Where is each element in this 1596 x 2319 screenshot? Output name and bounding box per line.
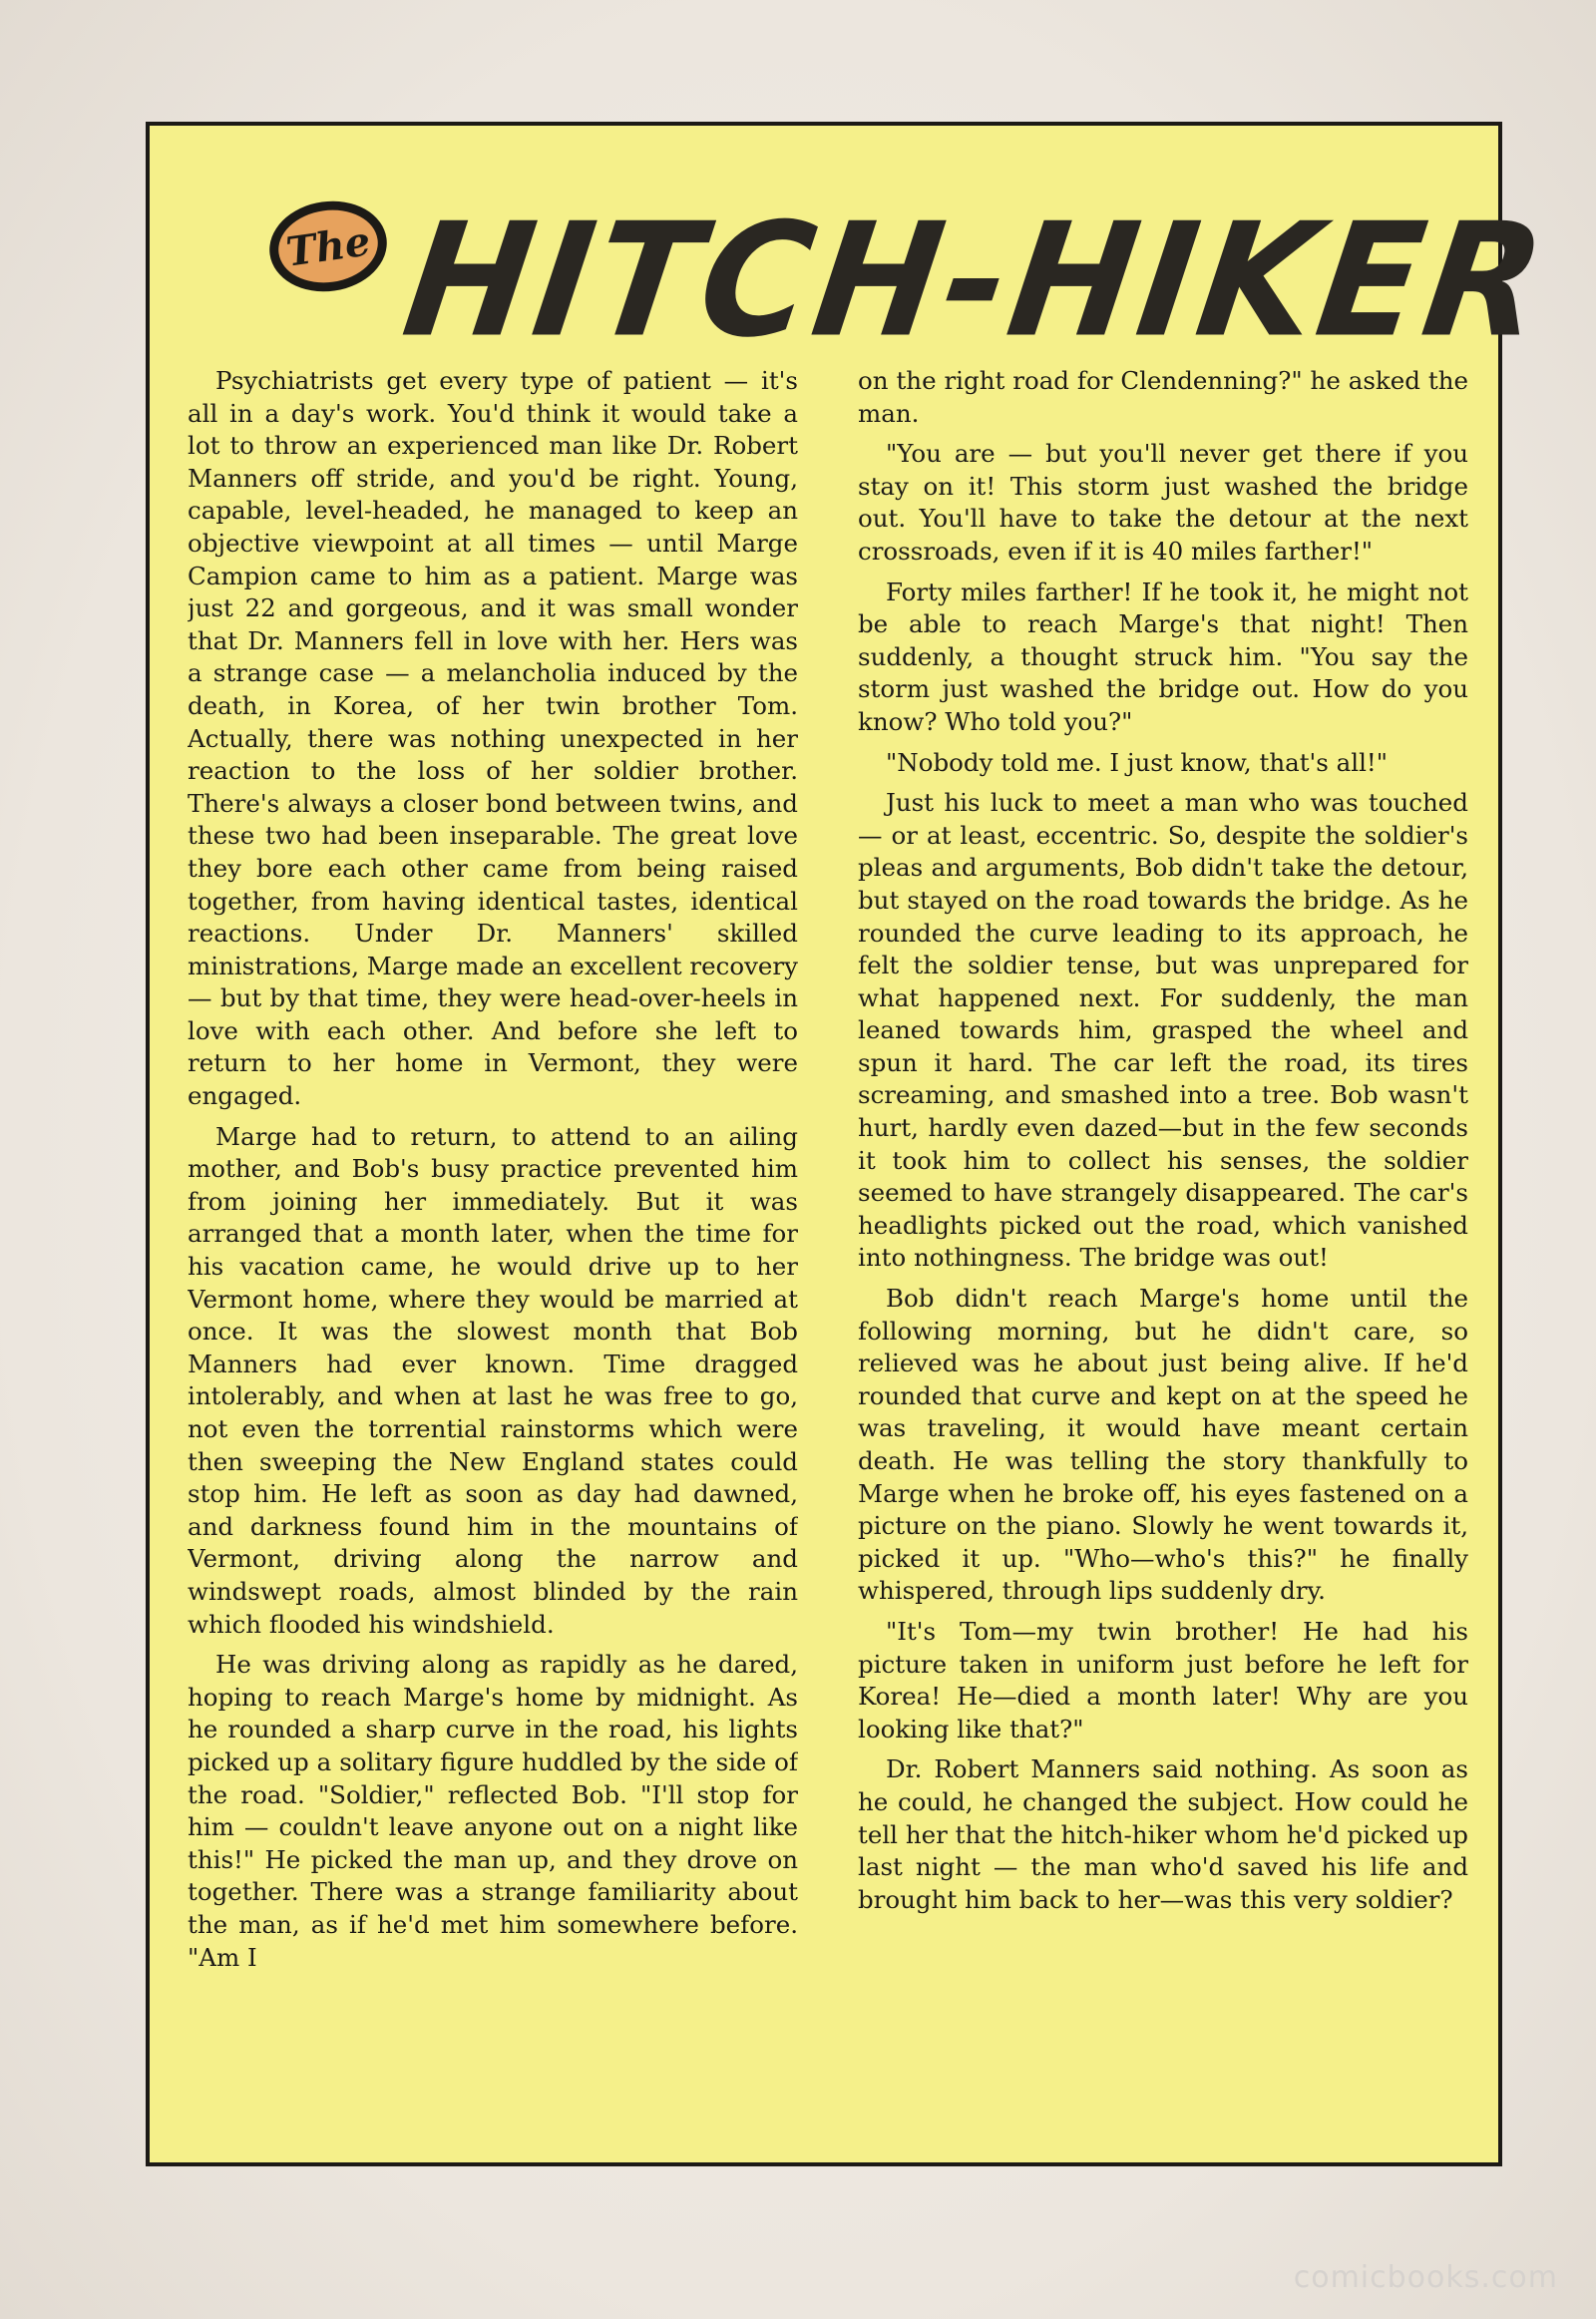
paragraph: Forty miles farther! If he took it, he might not be able to reach Marge's that night! Then suddenly, a thought struck him. "You say the storm just washed the bridge out. How do you know? Who told you?" bbox=[858, 577, 1468, 736]
paragraph: "You are — but you'll never get there if you stay on it! This storm just washed the bridge out. You'll have to take the detour at the next crossroads, even if it is 40 miles farther!" bbox=[858, 439, 1468, 566]
title-the-badge bbox=[263, 193, 392, 299]
paragraph: Marge had to return, to attend to an ailing mother, and Bob's busy practice prevented him from joining her immediately. But it was arranged that a month later, when the time for his vacation came, he would drive up to her Vermont home, where they would be married at once. It was the slowest month that Bob Manners had ever known. Time dragged intolerably, and when at last he was free to go, not even the torrential rainstorms which were then sweeping the New England states could stop him. He left as soon as day had dawned, and darkness found him in the mountains of Vermont, driving along the narrow and windswept roads, almost blinded by the rain which flooded his windshield. bbox=[188, 1121, 798, 1639]
paragraph: Bob didn't reach Marge's home until the following morning, but he didn't care, so relieved was he about just being alive. If he'd rounded that curve and kept on at the speed he was traveling, it would have meant certain death. He was telling the story thankfully to Marge when he broke off, his eyes fastened on a picture on the piano. Slowly he went towards it, picked it up. "Who—who's this?" he finally whispered, through lips suddenly dry. bbox=[858, 1284, 1468, 1606]
story-columns bbox=[188, 365, 1468, 2150]
paragraph: Just his luck to meet a man who was touched — or at least, eccentric. So, despite the soldier's pleas and arguments, Bob didn't take the detour, but stayed on the road towards the bridge. As he rounded the curve leading to its approach, he felt the soldier tense, but was unprepared for what happened next. For suddenly, the man leaned towards him, grasped the wheel and spun it hard. The car left the road, its tires screaming, and smashed into a tree. Bob wasn't hurt, hardly even dazed—but in the few seconds it took him to collect his senses, the soldier seemed to have strangely disappeared. The car's headlights picked out the road, which vanished into nothingness. The bridge was out! bbox=[858, 788, 1468, 1273]
title-main: HITCH-HIKER bbox=[394, 190, 1558, 373]
paragraph: "It's Tom—my twin brother! He had his picture taken in uniform just before he left for Korea! He—died a month later! Why are you looking like that?" bbox=[858, 1616, 1468, 1743]
left-column bbox=[188, 365, 798, 2150]
site-watermark: comicbooks.com bbox=[1293, 2260, 1558, 2295]
paragraph: "Nobody told me. I just know, that's all!" bbox=[886, 747, 1389, 777]
paragraph: on the right road for Clendenning?" he asked the man. bbox=[858, 366, 1468, 428]
paragraph: He was driving along as rapidly as he dared, hoping to reach Marge's home by midnight. As he rounded a sharp curve in the road, his lights picked up a solitary figure huddled by the side of the road. "Soldier," reflected Bob. "I'll stop for him — couldn't leave anyone out on a night like this!" He picked the man up, and they drove on together. There was a strange familiarity about the man, as if he'd met him somewhere before. "Am I bbox=[188, 1650, 798, 1972]
title-prefix: The bbox=[282, 216, 374, 276]
paragraph: Psychiatrists get every type of patient — it's all in a day's work. You'd think it would take a lot to throw an experienced man like Dr. Robert Manners off stride, and you'd be right. Young, capable, level-headed, he managed to keep an objective viewpoint at all times — until Marge Campion came to him as a patient. Marge was just 22 and gorgeous, and it was small wonder that Dr. Manners fell in love with her. Hers was a strange case — a melancholia induced by the death, in Korea, of her twin brother Tom. Actually, there was nothing unexpected in her reaction to the loss of her soldier brother. There's always a closer bond between twins, and these two had been inseparable. The great love they bore each other came from being raised together, from having identical tastes, identical reactions. Under Dr. Manners' skilled ministrations, Marge made an excellent recovery — but by that time, they were head-over-heels in love with each other. And before she left to return to her home in Vermont, they were engaged. bbox=[188, 366, 798, 1111]
paragraph: Dr. Robert Manners said nothing. As soon as he could, he changed the subject. How could he tell her that the hitch-hiker whom he'd picked up last night — the man who'd saved his life and brought him back to her—was this very soldier? bbox=[858, 1754, 1468, 1914]
story-panel bbox=[146, 122, 1558, 2166]
right-column bbox=[858, 365, 1468, 2150]
